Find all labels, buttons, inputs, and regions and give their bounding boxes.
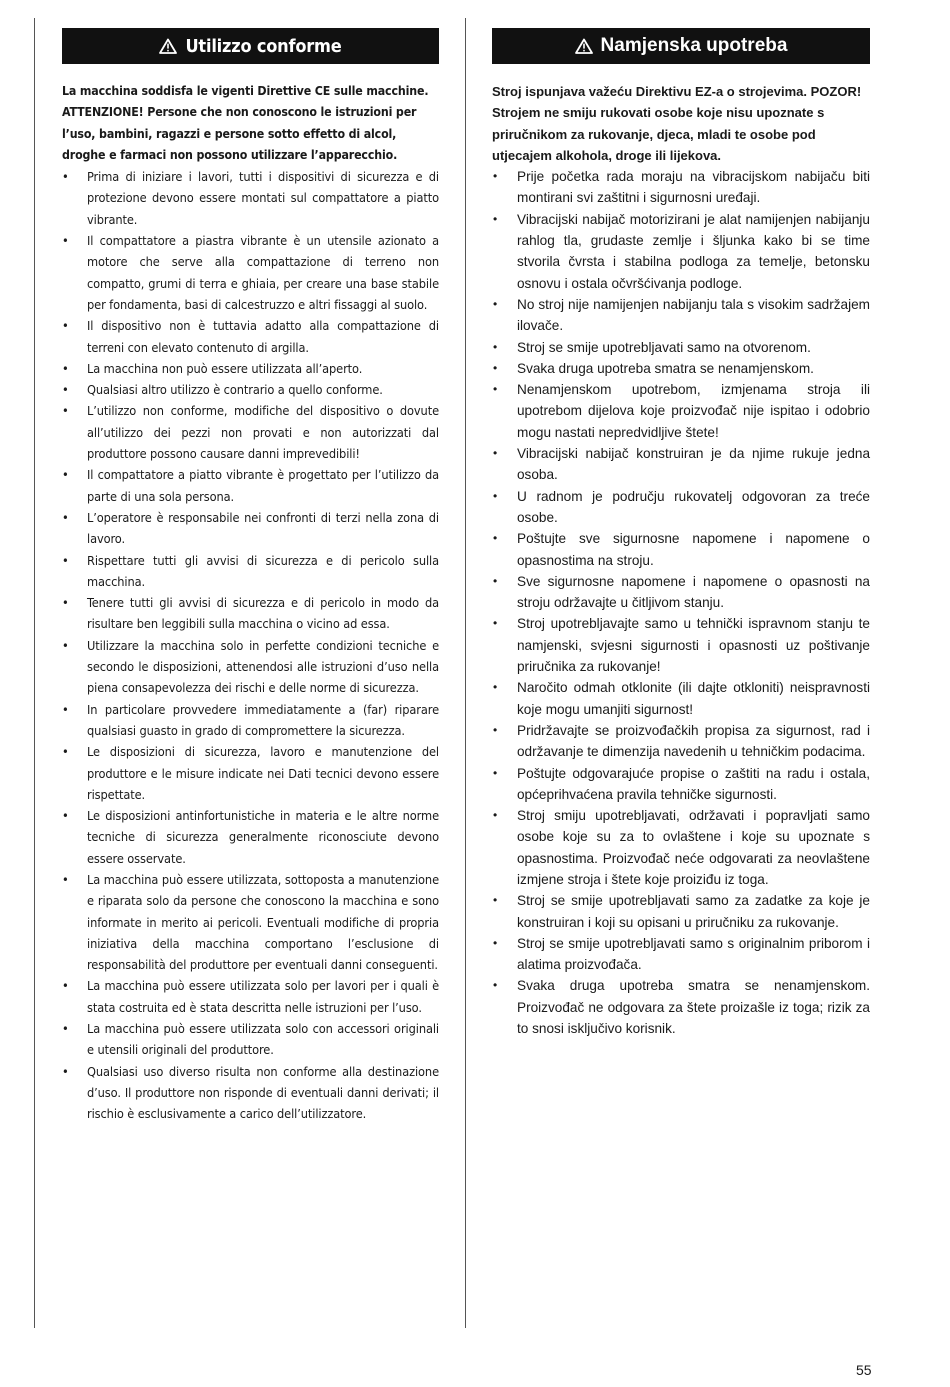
bullet-icon: • — [62, 360, 69, 376]
list-item — [492, 933, 870, 976]
list-item-text: Svaka druga upotreba smatra se nenamjenskom. — [517, 360, 814, 376]
bullet-icon: • — [62, 1063, 69, 1079]
list-item — [492, 166, 870, 209]
bullet-icon: • — [62, 978, 69, 994]
list-item-text: Le disposizioni antinfortunistiche in materia e le altre norme tecniche di sicurezza generalmente riconosciute devono essere osservate. — [87, 808, 439, 866]
list-item-text: In particolare provvedere immediatamente a (far) riparare qualsiasi guasto in grado di compromettere la sicurezza. — [87, 701, 439, 738]
bullet-icon: • — [62, 403, 69, 419]
list-item — [492, 975, 870, 1039]
list-item — [492, 613, 870, 677]
list-item-text: Stroj smiju upotrebljavati, održavati i popravljati samo osobe koje su za to ovlaštene i koje su upoznate s opasnostima. Proizvođač neće odgovarati za neovlaštene izmjene stroja i štete koje proiziđu iz toga. — [517, 808, 870, 887]
list-item — [492, 337, 870, 358]
bullet-icon: • — [62, 467, 69, 483]
list-item-text: Stroj upotrebljavajte samo u tehnički ispravnom stanju te namjenski, svjesni sigurnosti i opasnosti uz poštivanje priručnika za rukovanje! — [517, 616, 870, 675]
list-item — [492, 890, 870, 933]
list-item-text: Stroj se smije upotrebljavati samo na otvorenom. — [517, 339, 811, 355]
list-item-text: No stroj nije namijenjen nabijanju tala s visokim sadržajem ilovače. — [517, 296, 870, 334]
bullet-icon: • — [493, 211, 498, 226]
list-item-text: Il compattatore a piastra vibrante è un utensile azionato a motore che serve alla compattazione di terreno non compatto, grumi di terra e ghiaia, per creare una base stabile per fondamenta, basi di calcestruzzo e altri fissaggi al suolo. — [87, 233, 439, 312]
list-item-text: Prima di iniziare i lavori, tutti i dispositivi di sicurezza e di protezione devono essere montati sul compattatore a piatto vibrante. — [87, 169, 439, 227]
list-item — [492, 379, 870, 443]
list-item-text: Stroj se smije upotrebljavati samo za zadatke za koje je konstruiran i koji su opisani u priručniku za rukovanje. — [517, 893, 870, 930]
bullet-icon: • — [62, 552, 69, 568]
list-item — [492, 571, 870, 614]
list-item-text: La macchina può essere utilizzata solo per lavori per i quali è stata costruita ed è stata descritta nelle istruzioni per l’uso. — [87, 978, 439, 1015]
bullet-icon: • — [62, 169, 69, 185]
bullet-icon: • — [493, 616, 498, 631]
bullet-list-left — [62, 166, 439, 1124]
list-item — [62, 1061, 439, 1125]
intro-paragraph-left: La macchina soddisfa le vigenti Direttive CE sulle macchine. ATTENZIONE! Persone che non conoscono le istruzioni per l’uso, bambini, ragazzi e persone sotto effetto di alcol, droghe e farmaci non possono utilizzare l’apparecchio. — [62, 84, 429, 162]
list-item — [492, 358, 870, 379]
list-item-text: Sve sigurnosne napomene i napomene o opasnosti na stroju održavajte u čitljivom stanju. — [517, 573, 870, 611]
bullet-icon: • — [493, 296, 498, 311]
bullet-icon: • — [62, 637, 69, 653]
list-item — [62, 1018, 439, 1061]
list-item — [62, 464, 439, 507]
list-item-text: Qualsiasi altro utilizzo è contrario a quello conforme. — [87, 382, 383, 398]
bullet-icon: • — [493, 935, 498, 950]
list-item-text: Vibracijski nabijač konstruiran je da njime rukuje jedna osoba. — [517, 446, 870, 483]
list-item-text: Poštujte odgovarajuće propise o zaštiti na radu i ostala, općeprihvaćena pravila tehničke sigurnosti. — [517, 765, 870, 802]
list-item-text: Qualsiasi uso diverso risulta non conforme alla destinazione d’uso. Il produttore non risponde di eventuali danni derivati; il rischio è esclusivamente a carico dell’utilizzatore. — [87, 1063, 439, 1122]
bullet-icon: • — [493, 531, 498, 546]
list-item-text: La macchina non può essere utilizzata all’aperto. — [87, 360, 363, 376]
left-column-italian — [62, 28, 439, 1125]
bullet-icon: • — [493, 382, 498, 397]
list-item-text: Stroj se smije upotrebljavati samo s originalnim priborom i alatima proizvođača. — [517, 935, 870, 973]
list-item-text: La macchina può essere utilizzata solo con accessori originali e utensili originali del produttore. — [87, 1021, 439, 1058]
column-divider — [465, 18, 466, 1328]
list-item — [62, 699, 439, 742]
list-item — [62, 400, 439, 464]
warning-triangle-icon — [575, 38, 593, 54]
list-item-text: Svaka druga upotreba smatra se nenamjenskom. Proizvođač ne odgovara za štete proizašle iz toga; rizik za to snosi isključivo korisnik. — [517, 978, 870, 1037]
list-item-text: Utilizzare la macchina solo in perfette condizioni tecniche e secondo le disposizioni, attenendosi alle istruzioni d’uso nella piena consapevolezza dei rischi e delle norme di sicurezza. — [87, 637, 439, 696]
bullet-icon: • — [62, 509, 69, 525]
list-item-text: U radnom je području rukovatelj odgovoran za treće osobe. — [517, 488, 870, 525]
bullet-icon: • — [493, 722, 498, 737]
bullet-list-right — [492, 166, 870, 1039]
list-item — [62, 166, 439, 230]
warning-triangle-icon — [159, 38, 177, 54]
list-item — [62, 741, 439, 805]
bullet-icon: • — [493, 339, 498, 354]
bullet-icon: • — [493, 360, 498, 375]
bullet-icon: • — [62, 595, 69, 611]
list-item-text: Rispettare tutti gli avvisi di sicurezza e di pericolo sulla macchina. — [87, 552, 439, 589]
left-margin-rule — [34, 18, 35, 1328]
list-item — [492, 443, 870, 486]
list-item — [62, 230, 439, 315]
list-item — [492, 209, 870, 294]
list-item-text: Nenamjenskom upotrebom, izmjenama stroja ili upotrebom dijelova koje proizvođač nije ispitao i odobrio mogu nastati nepredvidljive štete! — [517, 382, 870, 440]
list-item — [62, 379, 439, 400]
bullet-icon: • — [62, 744, 69, 760]
bullet-icon: • — [493, 680, 498, 695]
list-item-text: Naročito odmah otklonite (ili dajte otkloniti) neispravnosti koje mogu umanjiti sigurnost! — [517, 680, 870, 717]
section-header-left — [62, 28, 439, 64]
bullet-icon: • — [62, 1021, 69, 1037]
list-item-text: La macchina può essere utilizzata, sottoposta a manutenzione e riparata solo da persone che conoscono la macchina e sono informate in merito ai pericoli. Eventuali modifiche di propria iniziativa della macchina comportano l’esclusione di responsabilità del produttore per eventuali danni conseguenti. — [87, 871, 439, 973]
list-item — [62, 869, 439, 975]
list-item — [62, 358, 439, 379]
bullet-icon: • — [62, 701, 69, 717]
list-item-text: Il compattatore a piatto vibrante è progettato per l’utilizzo da parte di una sola persona. — [87, 467, 439, 504]
list-item — [62, 315, 439, 358]
list-item — [62, 592, 439, 635]
page-number: 55 — [856, 1362, 872, 1378]
list-item — [492, 720, 870, 763]
bullet-icon: • — [493, 893, 498, 908]
list-item — [492, 294, 870, 337]
right-column-croatian — [492, 28, 870, 1039]
list-item — [62, 635, 439, 699]
list-item — [492, 677, 870, 720]
bullet-icon: • — [493, 169, 498, 184]
bullet-icon: • — [493, 573, 498, 588]
list-item — [492, 528, 870, 571]
list-item-text: Prije početka rada moraju na vibracijskom nabijaču biti montirani svi zaštitni i sigurnosni uređaji. — [517, 169, 870, 206]
bullet-icon: • — [493, 808, 498, 823]
list-item-text: Poštujte sve sigurnosne napomene i napomene o opasnostima na stroju. — [517, 531, 870, 568]
list-item — [62, 805, 439, 869]
section-title-left: Utilizzo conforme — [185, 35, 342, 57]
list-item — [492, 763, 870, 806]
list-item — [62, 975, 439, 1018]
list-item-text: Pridržavajte se proizvođačkih propisa za sigurnost, rad i održavanje te dimenzija navedenih u tehničkim podacima. — [517, 722, 870, 760]
list-item — [492, 486, 870, 529]
list-item-text: Il dispositivo non è tuttavia adatto alla compattazione di terreni con elevato contenuto di argilla. — [87, 318, 439, 355]
bullet-icon: • — [62, 382, 69, 398]
bullet-icon: • — [62, 808, 69, 824]
list-item-text: L’utilizzo non conforme, modifiche del dispositivo o dovute all’utilizzo dei pezzi non provati e non autorizzati dal produttore possono causare danni imprevedibili! — [87, 403, 439, 462]
list-item — [62, 507, 439, 550]
bullet-icon: • — [62, 318, 69, 334]
intro-paragraph-right: Stroj ispunjava važeću Direktivu EZ-a o strojevima. POZOR! Strojem ne smiju rukovati osobe koje nisu upoznate s priručnikom za rukovanje, djeca, mladi te osobe pod utjecajem alkohola, droge ili lijekova. — [492, 84, 862, 163]
bullet-icon: • — [493, 488, 498, 503]
list-item — [62, 550, 439, 593]
bullet-icon: • — [493, 978, 498, 993]
list-item-text: L’operatore è responsabile nei confronti di terzi nella zona di lavoro. — [87, 509, 439, 547]
list-item-text: Vibracijski nabijač motorizirani je alat namijenjen nabijanju rahlog tla, grudaste zemlje i šljunka kako bi se time stvorila čvrsta i stabilna podloga za temelje, betonsku osnovu i ostala očvršćivanja podloge. — [517, 211, 870, 291]
list-item-text: Le disposizioni di sicurezza, lavoro e manutenzione del produttore e le misure indicate nei Dati tecnici devono essere rispettate. — [87, 744, 439, 802]
bullet-icon: • — [493, 446, 498, 461]
bullet-icon: • — [62, 871, 69, 887]
bullet-icon: • — [62, 233, 69, 249]
list-item-text: Tenere tutti gli avvisi di sicurezza e di pericolo in modo da risultare ben leggibili sulla macchina o vicino ad essa. — [87, 595, 439, 632]
section-header-right — [492, 28, 870, 64]
list-item — [492, 805, 870, 890]
bullet-icon: • — [493, 765, 498, 780]
section-title-right: Namjenska upotreba — [600, 35, 788, 56]
